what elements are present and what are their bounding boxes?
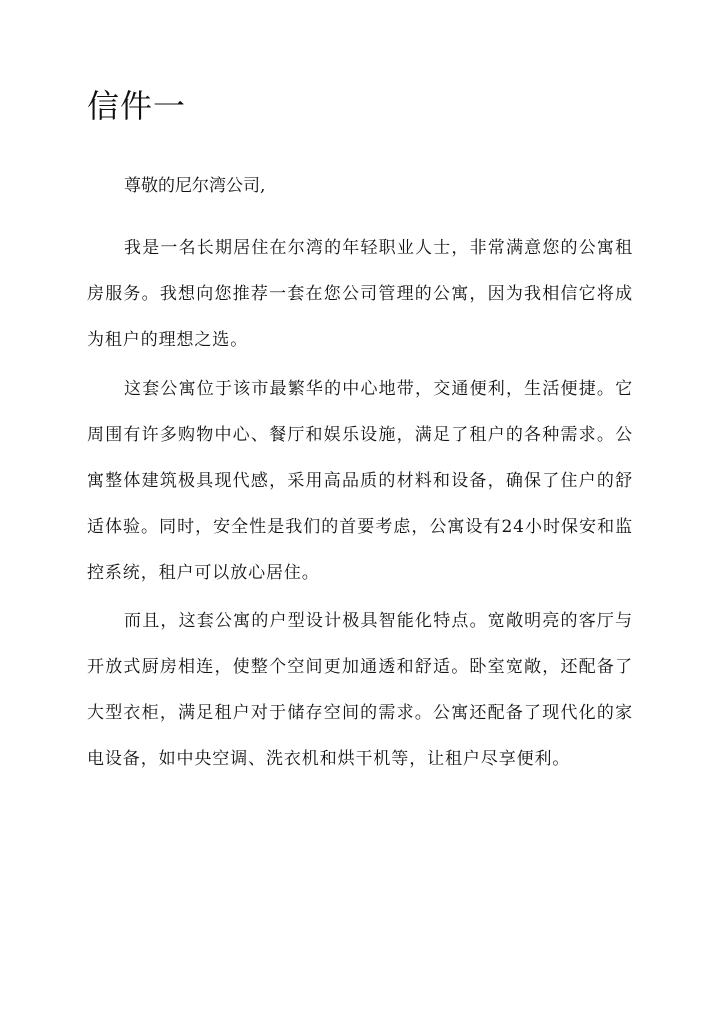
letter-paragraph-1: 我是一名长期居住在尔湾的年轻职业人士，非常满意您的公寓租房服务。我想向您推荐一套在您公司管理的公寓，因为我相信它将成为租户的理想之选。 xyxy=(87,238,633,350)
letter-greeting: 尊敬的尼尔湾公司, xyxy=(124,176,266,196)
letter-title: 信件一 xyxy=(87,87,187,125)
letter-paragraph-3: 而且，这套公寓的户型设计极具智能化特点。宽敞明亮的客厅与开放式厨房相连，使整个空间更加通透和舒适。卧室宽敞，还配备了大型衣柜，满足租户对于储存空间的需求。公寓还配备了现代化的家电设备，如中央空调、洗衣机和烘干机等，让租户尽享便利。 xyxy=(87,611,633,769)
letter-paragraph-2: 这套公寓位于该市最繁华的中心地带，交通便利，生活便捷。它周围有许多购物中心、餐厅和娱乐设施，满足了租户的各种需求。公寓整体建筑极具现代感，采用高品质的材料和设备，确保了住户的舒适体验。同时，安全性是我们的首要考虑，公寓设有24小时保安和监控系统，租户可以放心居住。 xyxy=(87,379,633,583)
